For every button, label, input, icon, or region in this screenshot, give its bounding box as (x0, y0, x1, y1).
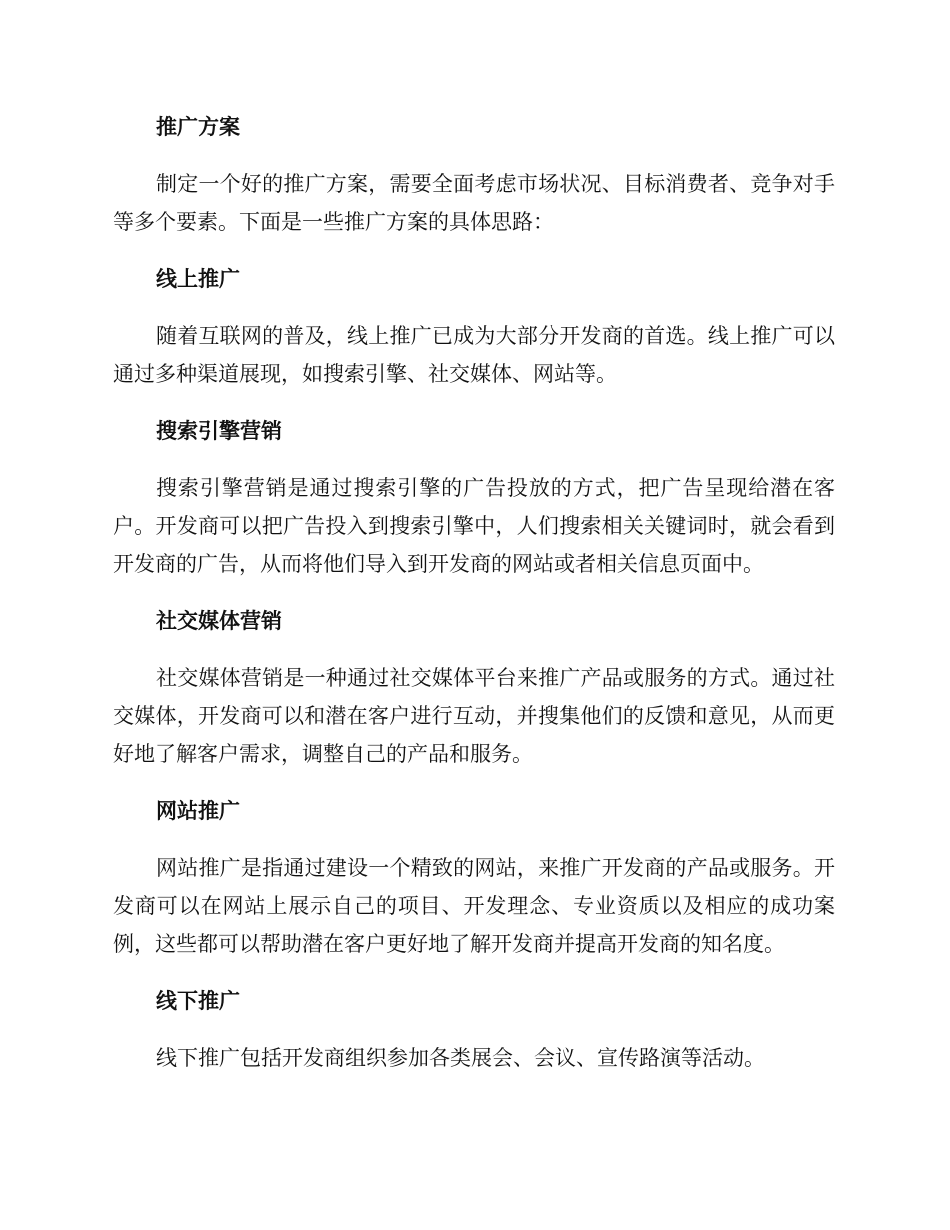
section-heading-website-promotion: 网站推广 (156, 798, 240, 823)
section-paragraph-social-media-marketing: 社交媒体营销是一种通过社交媒体平台来推广产品或服务的方式。通过社交媒体，开发商可以和潜在客户进行互动，并搜集他们的反馈和意见，从而更好地了解客户需求，调整自己的产品和服务。 (113, 666, 835, 766)
section-heading-offline-promotion: 线下推广 (156, 988, 240, 1013)
section-paragraph-website-promotion: 网站推广是指通过建设一个精致的网站，来推广开发商的产品或服务。开发商可以在网站上展示自己的项目、开发理念、专业资质以及相应的成功案例，这些都可以帮助潜在客户更好地了解开发商并提高开发商的知名度。 (113, 856, 835, 956)
section-heading-social-media-marketing: 社交媒体营销 (156, 608, 282, 633)
section-paragraph-promotion-plan: 制定一个好的推广方案，需要全面考虑市场状况、目标消费者、竞争对手等多个要素。下面是一些推广方案的具体思路： (113, 172, 835, 234)
section-paragraph-search-engine-marketing: 搜索引擎营销是通过搜索引擎的广告投放的方式，把广告呈现给潜在客户。开发商可以把广告投入到搜索引擎中，人们搜索相关关键词时，就会看到开发商的广告，从而将他们导入到开发商的网站或者相关信息页面中。 (113, 476, 835, 576)
section-heading-online-promotion: 线上推广 (156, 266, 240, 291)
section-paragraph-online-promotion: 随着互联网的普及，线上推广已成为大部分开发商的首选。线上推广可以通过多种渠道展现，如搜索引擎、社交媒体、网站等。 (113, 324, 835, 386)
section-heading-search-engine-marketing: 搜索引擎营销 (156, 418, 282, 443)
document-body (113, 108, 835, 1096)
section-paragraph-offline-promotion: 线下推广包括开发商组织参加各类展会、会议、宣传路演等活动。 (156, 1046, 765, 1070)
section-heading-promotion-plan: 推广方案 (156, 114, 240, 139)
